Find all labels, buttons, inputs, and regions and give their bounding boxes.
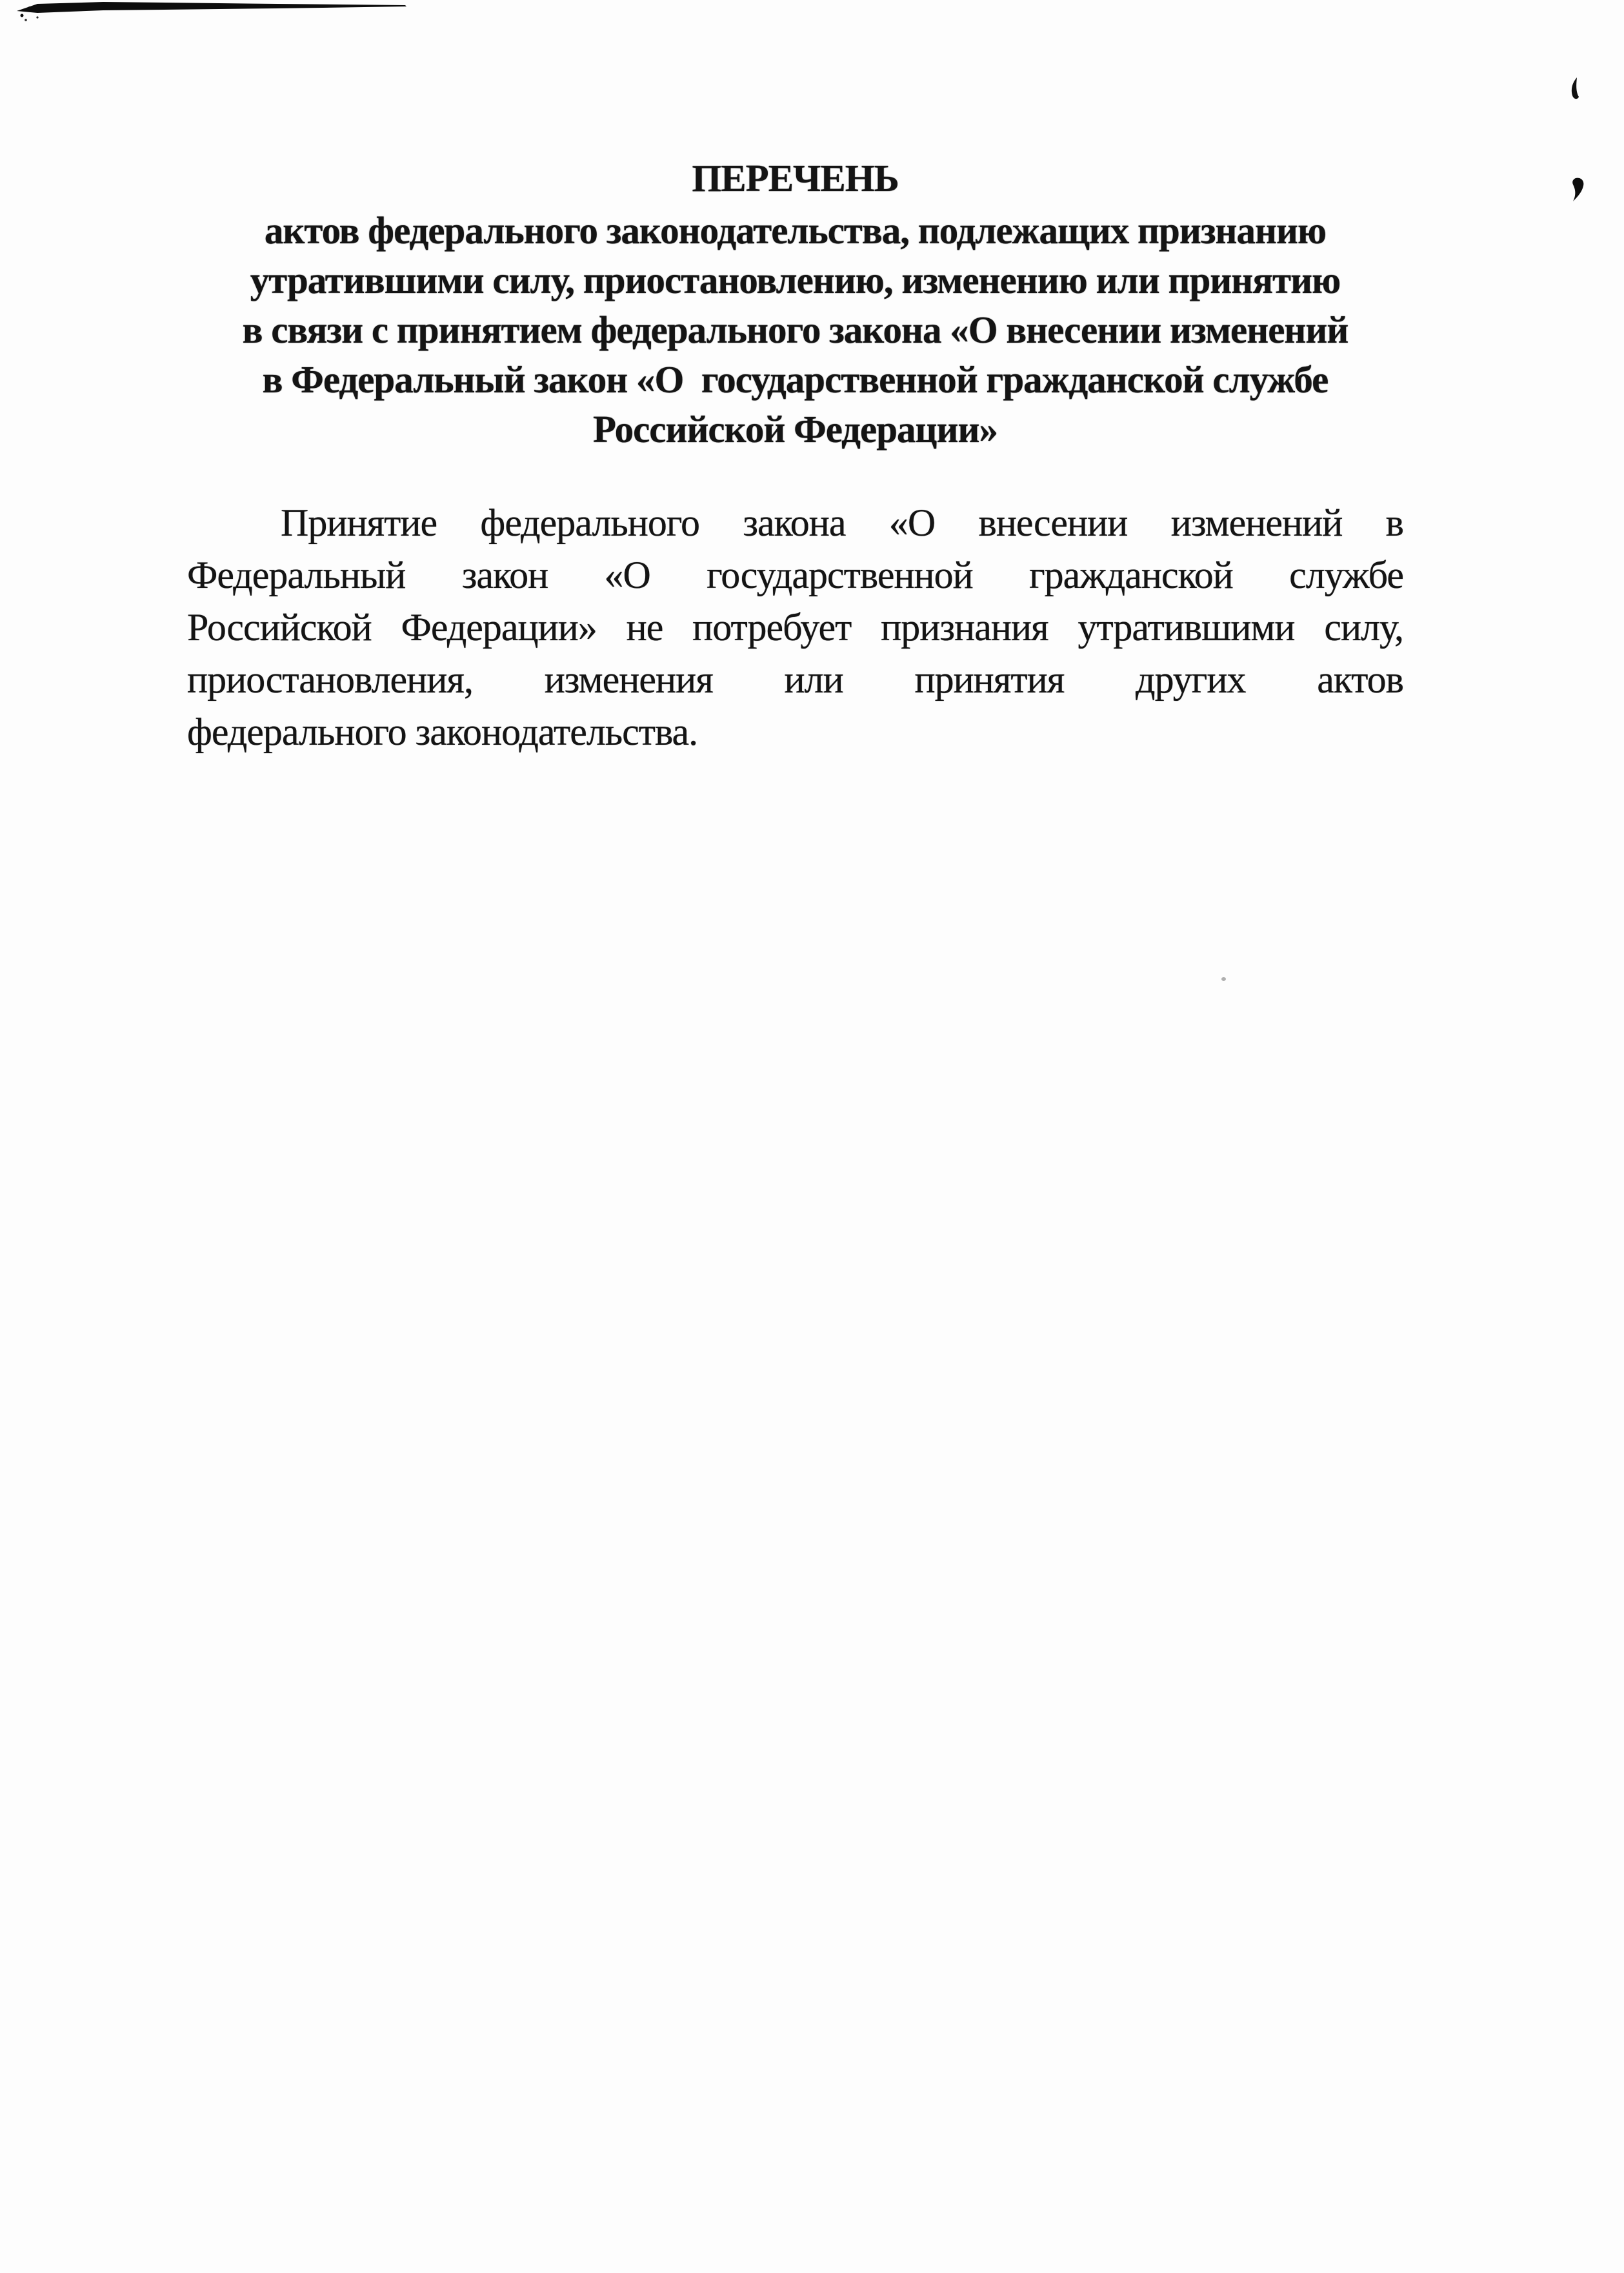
paragraph-line: федерального законодательства. [187, 711, 698, 753]
paragraph-line: приостановления, изменения или принятия других актов [187, 658, 1403, 701]
scan-ink-speck-right [1567, 176, 1592, 212]
title-line: в Федеральный закон «О государственной гражданской службе [262, 358, 1328, 401]
paragraph-line: Российской Федерации» не потребует признания утратившими силу, [187, 606, 1403, 649]
title-line: актов федерального законодательства, подлежащих признанию [264, 209, 1327, 252]
scan-ink-streak [0, 0, 452, 28]
document-paragraph [187, 497, 1403, 758]
document-content [187, 154, 1403, 758]
scan-ink-speck-top-right [1567, 75, 1590, 108]
scan-dust-speck [1221, 977, 1226, 981]
title-line: Российской Федерации» [593, 408, 997, 450]
title-line: утратившими силу, приостановлению, изменению или принятию [250, 259, 1341, 301]
paragraph-line: Принятие федерального закона «О внесении изменений в [281, 501, 1403, 544]
title-line: в связи с принятием федерального закона «О внесении изменений [242, 308, 1348, 351]
title-line: ПЕРЕЧЕНЬ [692, 157, 899, 199]
document-title [187, 154, 1403, 454]
paragraph-line: Федеральный закон «О государственной гражданской службе [187, 554, 1403, 596]
